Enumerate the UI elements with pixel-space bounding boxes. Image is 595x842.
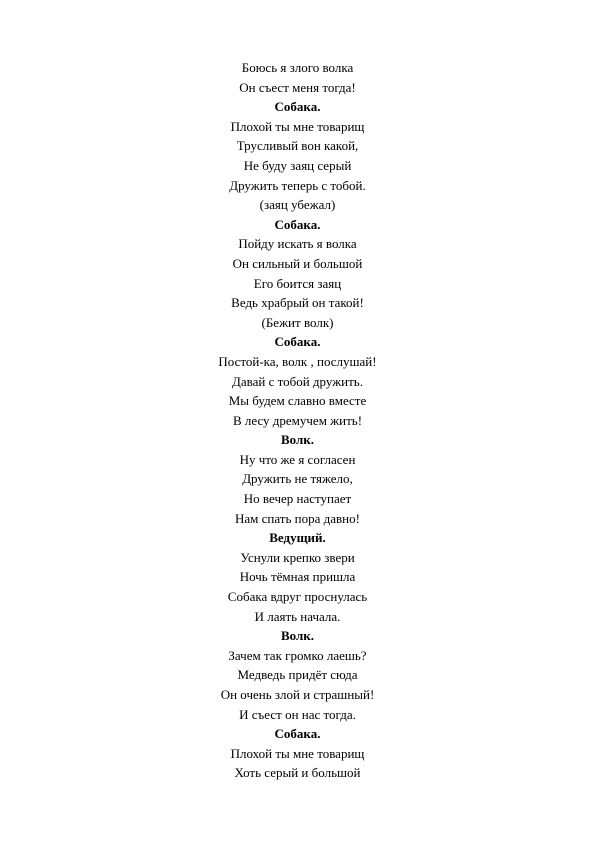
verse-line: Давай с тобой дружить. [231, 373, 363, 389]
verse-line: И лаять начала. [254, 608, 341, 624]
verse-line: Он сильный и большой [232, 255, 363, 271]
verse-line: (Бежит волк) [261, 314, 334, 330]
verse-line: Ночь тёмная пришла [239, 569, 356, 585]
verse-line: Уснули крепко звери [240, 549, 355, 565]
verse-line: Собака вдруг проснулась [227, 589, 368, 605]
verse-line: Зачем так громко лаешь? [228, 647, 367, 663]
verse-line: Мы будем славно вместе [228, 393, 367, 409]
verse-line: Хоть серый и большой [234, 765, 361, 781]
verse-line: Медведь придёт сюда [237, 667, 358, 683]
speaker-name: Собака. [274, 334, 321, 350]
verse-line: Плохой ты мне товарищ [230, 118, 365, 134]
verse-line: В лесу дремучем жить! [232, 412, 363, 428]
verse-line: Он очень злой и страшный! [220, 687, 375, 702]
verse-line: Нам спать пора давно! [235, 510, 360, 526]
verse-line: Пойду искать я волка [238, 236, 357, 252]
verse-line: Но вечер наступает [243, 491, 352, 507]
verse-line: И съест он нас тогда. [239, 706, 356, 722]
verse-line: Дружить не тяжело, [242, 471, 353, 487]
speaker-name: Собака. [274, 726, 321, 742]
verse-line: Он съест меня тогда! [239, 79, 356, 95]
verse-line: Трусливый вон какой, [236, 138, 359, 154]
speaker-name: Ведущий. [269, 530, 326, 546]
verse-line: Его боится заяц [253, 275, 342, 291]
verse-line: Дружить теперь с тобой. [229, 177, 366, 193]
speaker-name: Волк. [280, 628, 315, 644]
verse-line: Плохой ты мне товарищ [230, 745, 365, 761]
speaker-name: Собака. [274, 216, 321, 232]
verse-line: Постой-ка, волк , послушай! [218, 353, 377, 369]
verse-line: Не буду заяц серый [243, 157, 352, 173]
script-page [0, 58, 595, 783]
verse-line: (заяц убежал) [259, 197, 336, 213]
verse-line: Ну что же я согласен [239, 451, 356, 467]
verse-line: Ведь храбрый он такой! [231, 295, 364, 311]
speaker-name: Волк. [280, 432, 315, 448]
verse-line: Боюсь я злого волка [241, 60, 354, 75]
speaker-name: Собака. [274, 99, 321, 115]
